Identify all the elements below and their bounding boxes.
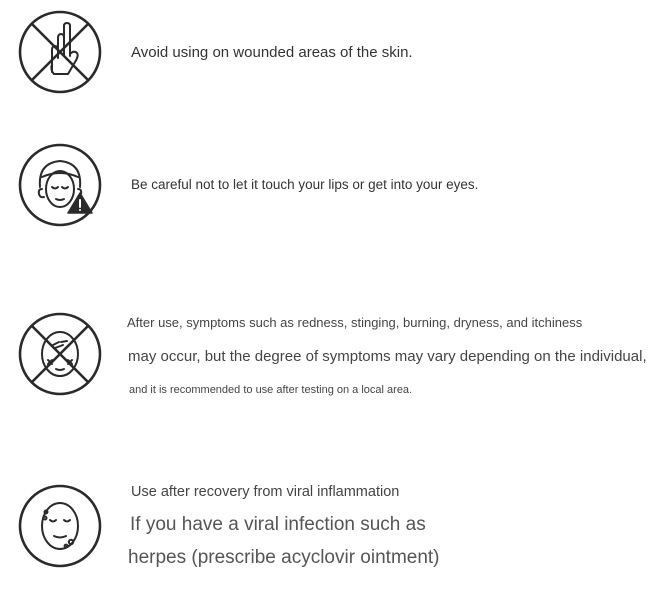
item-1-text: Avoid using on wounded areas of the skin. — [131, 44, 413, 61]
item-3-line-3: and it is recommended to use after testing on a local area. — [129, 384, 413, 396]
face-warning-icon — [18, 143, 102, 227]
item-4-line-1: Use after recovery from viral inflammation — [131, 484, 400, 500]
no-touch-fingers-icon — [18, 10, 102, 94]
face-blemish-icon — [18, 484, 102, 568]
item-2-text: Be careful not to let it touch your lips or get into your eyes. — [131, 177, 479, 192]
item-3-line-2: may occur, but the degree of symptoms may vary depending on the individual, — [128, 348, 647, 365]
item-4-line-2: If you have a viral infection such as — [130, 514, 426, 535]
item-4-line-3: herpes (prescribe acyclovir ointment) — [128, 547, 440, 568]
no-irritated-face-icon — [18, 312, 102, 396]
item-3-line-1: After use, symptoms such as redness, stinging, burning, dryness, and itchiness — [127, 315, 583, 330]
